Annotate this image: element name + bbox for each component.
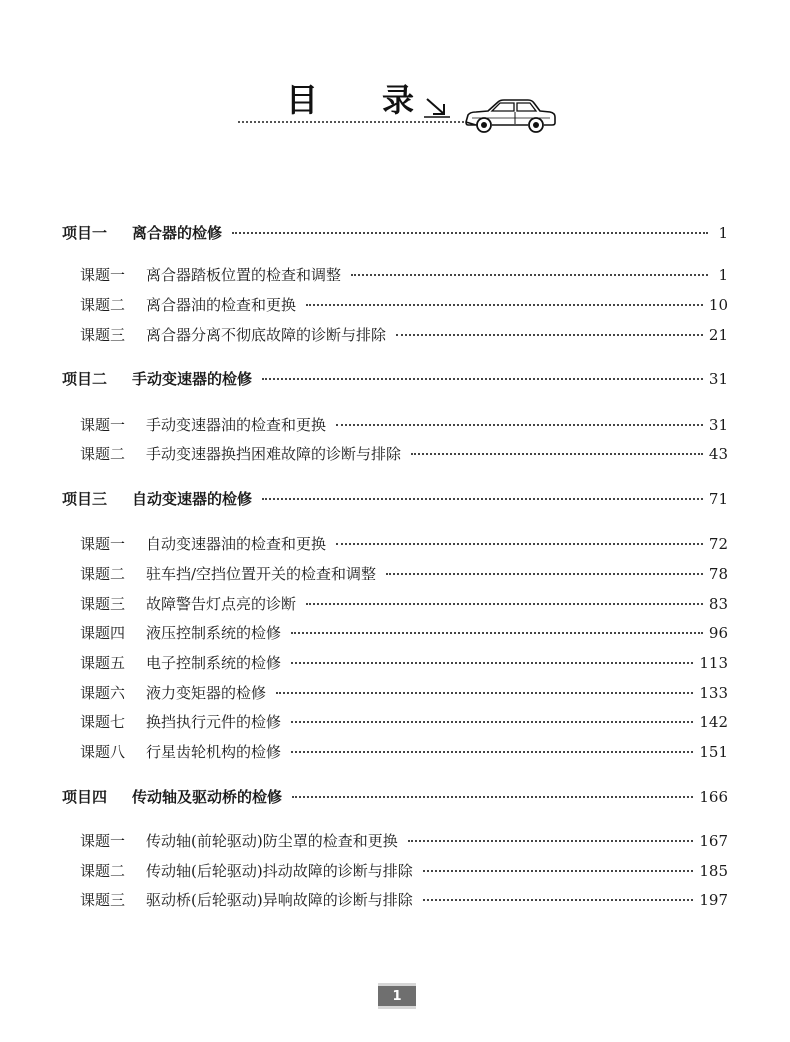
dot-leader [291, 751, 693, 753]
entry-page-number: 197 [699, 891, 728, 909]
page-number: 1 [392, 988, 402, 1004]
entry-title: 传动轴(前轮驱动)防尘罩的检查和更换 [146, 832, 398, 850]
entry-number: 课题七 [80, 713, 126, 731]
entry-page-number: 31 [708, 370, 728, 388]
entry-page-number: 72 [708, 535, 728, 553]
toc-lesson-entry [80, 741, 728, 763]
entry-number: 课题五 [80, 654, 126, 672]
toc-lesson-entry [80, 414, 728, 436]
entry-number: 课题一 [80, 416, 126, 434]
dot-leader [411, 453, 703, 455]
toc-lesson-entry [80, 711, 728, 733]
toc-lesson-entry [80, 264, 728, 286]
toc-lesson-entry [80, 443, 728, 465]
toc-project-entry [62, 222, 728, 244]
dot-leader [306, 304, 703, 306]
entry-title: 传动轴(后轮驱动)抖动故障的诊断与排除 [146, 862, 413, 880]
entry-number: 项目一 [62, 224, 108, 242]
entry-number: 课题六 [80, 684, 126, 702]
dot-leader [292, 796, 693, 798]
entry-title: 自动变速器油的检查和更换 [146, 535, 327, 553]
arrow-down-right-icon [424, 96, 450, 118]
dot-leader [408, 840, 694, 842]
toc-lesson-entry [80, 622, 728, 644]
toc-lesson-entry [80, 682, 728, 704]
toc-lesson-entry [80, 533, 728, 555]
dot-leader [276, 692, 693, 694]
dot-leader [232, 232, 708, 234]
dot-leader [291, 632, 703, 634]
entry-page-number: 166 [699, 788, 728, 806]
dot-leader [336, 543, 703, 545]
entry-page-number: 21 [708, 326, 728, 344]
entry-page-number: 142 [699, 713, 728, 731]
entry-page-number: 83 [708, 595, 728, 613]
dot-leader [291, 662, 693, 664]
toc-lesson-entry [80, 889, 728, 911]
title-char-lu: 录 [382, 81, 415, 119]
toc-lesson-entry [80, 830, 728, 852]
entry-title: 离合器踏板位置的检查和调整 [146, 266, 342, 284]
entry-number: 项目三 [62, 490, 108, 508]
entry-title: 离合器油的检查和更换 [146, 296, 297, 314]
entry-number: 项目二 [62, 370, 108, 388]
entry-title: 离合器分离不彻底故障的诊断与排除 [146, 326, 387, 344]
entry-title: 离合器的检修 [132, 224, 223, 242]
dot-leader [306, 603, 703, 605]
entry-title: 驱动桥(后轮驱动)异响故障的诊断与排除 [146, 891, 413, 909]
dot-leader [423, 870, 694, 872]
toc-lesson-entry [80, 324, 728, 346]
entry-number: 课题一 [80, 535, 126, 553]
entry-page-number: 113 [699, 654, 728, 672]
entry-page-number: 78 [708, 565, 728, 583]
entry-page-number: 133 [699, 684, 728, 702]
entry-page-number: 151 [699, 743, 728, 761]
title-char-mu: 目 [286, 81, 319, 119]
page-header [0, 0, 790, 150]
entry-title: 行星齿轮机构的检修 [146, 743, 282, 761]
entry-page-number: 10 [708, 296, 728, 314]
toc-lesson-entry [80, 294, 728, 316]
toc-lesson-entry [80, 563, 728, 585]
entry-title: 驻车挡/空挡位置开关的检查和调整 [146, 565, 377, 583]
entry-number: 课题三 [80, 891, 126, 909]
entry-number: 课题三 [80, 595, 126, 613]
entry-page-number: 96 [708, 624, 728, 642]
dot-leader [396, 334, 703, 336]
entry-title: 液力变矩器的检修 [146, 684, 267, 702]
entry-title: 手动变速器的检修 [132, 370, 253, 388]
entry-number: 课题八 [80, 743, 126, 761]
entry-page-number: 1 [718, 224, 728, 242]
entry-number: 课题三 [80, 326, 126, 344]
entry-title: 液压控制系统的检修 [146, 624, 282, 642]
entry-number: 课题二 [80, 862, 126, 880]
entry-number: 课题四 [80, 624, 126, 642]
entry-title: 自动变速器的检修 [132, 490, 253, 508]
dot-leader [386, 573, 703, 575]
dot-leader [351, 274, 708, 276]
car-icon [462, 98, 558, 134]
entry-page-number: 31 [708, 416, 728, 434]
entry-number: 项目四 [62, 788, 108, 806]
dot-leader [262, 498, 703, 500]
dot-leader [336, 424, 703, 426]
entry-page-number: 167 [699, 832, 728, 850]
dot-leader [423, 899, 694, 901]
entry-number: 课题一 [80, 266, 126, 284]
dot-leader [291, 721, 693, 723]
toc-lesson-entry [80, 593, 728, 615]
header-dotted-rule [238, 121, 468, 123]
page-number-badge [378, 983, 416, 1009]
entry-number: 课题二 [80, 445, 126, 463]
entry-page-number: 185 [699, 862, 728, 880]
toc-project-entry [62, 786, 728, 808]
toc-lesson-entry [80, 860, 728, 882]
entry-number: 课题二 [80, 565, 126, 583]
entry-page-number: 1 [718, 266, 728, 284]
entry-number: 课题二 [80, 296, 126, 314]
entry-title: 手动变速器油的检查和更换 [146, 416, 327, 434]
entry-title: 电子控制系统的检修 [146, 654, 282, 672]
entry-title: 故障警告灯点亮的诊断 [146, 595, 297, 613]
toc-lesson-entry [80, 652, 728, 674]
toc-project-entry [62, 488, 728, 510]
dot-leader [262, 378, 703, 380]
entry-title: 传动轴及驱动桥的检修 [132, 788, 283, 806]
entry-page-number: 71 [708, 490, 728, 508]
entry-page-number: 43 [708, 445, 728, 463]
entry-title: 换挡执行元件的检修 [146, 713, 282, 731]
entry-title: 手动变速器换挡困难故障的诊断与排除 [146, 445, 402, 463]
toc-project-entry [62, 368, 728, 390]
entry-number: 课题一 [80, 832, 126, 850]
